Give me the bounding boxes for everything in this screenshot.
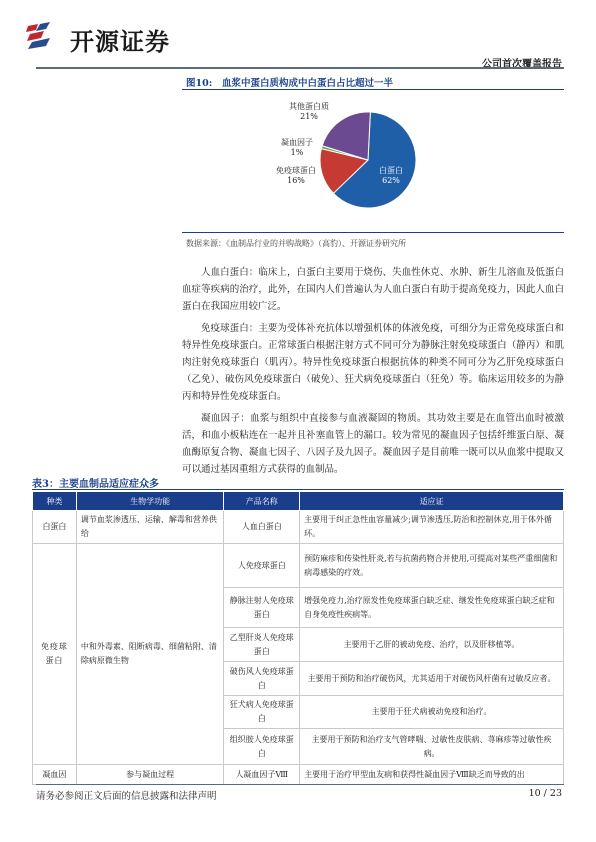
table-title-divider xyxy=(32,489,564,490)
header-divider xyxy=(36,67,564,69)
pie-label-other-name: 其他蛋白质 xyxy=(289,102,329,111)
cell-kind: 免疫球蛋白 xyxy=(33,544,77,765)
cell-product: 乙型肝炎人免疫球蛋白 xyxy=(224,628,300,662)
pie-label-coag xyxy=(276,138,318,158)
cell-product: 人凝血因子Ⅷ xyxy=(224,765,300,785)
header-function: 生物学功能 xyxy=(76,492,223,511)
cell-product: 静脉注射人免疫球蛋白 xyxy=(224,588,300,628)
header-kind: 种类 xyxy=(33,492,77,511)
pie-label-immuno-name: 免疫球蛋白 xyxy=(276,166,316,175)
page-number: 10 / 23 xyxy=(528,788,562,799)
header-product: 产品名称 xyxy=(224,492,300,511)
table-row xyxy=(33,544,564,588)
cell-indication: 主要用于纠正急性血容量减少;调节渗透压,防治和控制休克,用于体外循环。 xyxy=(300,511,564,544)
table-title: 表3：主要血制品适应症众多 xyxy=(32,479,159,490)
footer-divider xyxy=(36,784,564,785)
pie-label-albumin-name: 白蛋白 xyxy=(379,166,403,175)
brand-name: 开源证券 xyxy=(70,28,170,56)
pie-label-other xyxy=(284,102,334,122)
cell-indication: 增强免疫力,治疗原发性免疫球蛋白缺乏症、继发性免疫球蛋白缺乏症和自身免疫性疾病等。 xyxy=(300,588,564,628)
brand-logo-icon xyxy=(24,22,64,50)
figure-source: 数据来源：《血制品行业的并购战略》（高豹）、开源证券研究所 xyxy=(186,239,406,248)
cell-indication: 主要用于狂犬病被动免疫和治疗。 xyxy=(300,696,564,729)
table-row xyxy=(33,765,564,785)
cell-kind: 白蛋白 xyxy=(33,511,77,544)
figure-source-divider xyxy=(182,232,564,233)
header-indication: 适应证 xyxy=(300,492,564,511)
footer-disclaimer: 请务必参阅正文后面的信息披露和法律声明 xyxy=(36,791,217,802)
paragraph-immunoglobulin: 免疫球蛋白：主要为受体补充抗体以增强机体的体液免疫，可细分为正常免疫球蛋白和特异性免疫球蛋白。正常球蛋白根据注射方式不同可分为静脉注射免疫球蛋白（静丙）和肌肉注射免疫球蛋白（肌丙）。特异性免疫球蛋白根据抗体的种类不同可分为乙肝免疫球蛋白（乙免）、破伤风免疫球蛋白（破免）、狂犬病免疫球蛋白（狂免）等。临床运用较多的为静丙和特异性免疫球蛋白。 xyxy=(182,323,564,402)
paragraph-albumin: 人血白蛋白：临床上，白蛋白主要用于烧伤、失血性休克、水肿、新生儿溶血及低蛋白血症等疾病的治疗，此外，在国内人们普遍认为人血白蛋白有助于提高免疫力，因此人血白蛋白在我国应用较广泛。 xyxy=(182,267,564,312)
cell-indication: 主要用于乙肝的被动免疫、治疗，以及肝移植等。 xyxy=(300,628,564,662)
pie-label-other-value: 21% xyxy=(300,112,318,121)
pie-label-immuno xyxy=(270,166,322,186)
cell-kind: 凝血因 xyxy=(33,765,77,785)
cell-indication: 主要用于预防和治疗破伤风，尤其适用于对破伤风杆菌有过敏反应者。 xyxy=(300,662,564,696)
figure-title: 血浆中蛋白质构成中白蛋白占比超过一半 xyxy=(222,78,394,89)
table-row xyxy=(33,511,564,544)
table-header-row xyxy=(33,492,564,511)
cell-product: 破伤风人免疫球蛋白 xyxy=(224,662,300,696)
cell-product: 组织胺人免疫球蛋白 xyxy=(224,729,300,765)
cell-product: 狂犬病人免疫球蛋白 xyxy=(224,696,300,729)
cell-product: 人免疫球蛋白 xyxy=(224,544,300,588)
cell-indication: 主要用于治疗甲型血友病和获得性凝血因子Ⅷ缺乏而导致的出 xyxy=(300,765,564,785)
report-type: 公司首次覆盖报告 xyxy=(482,59,562,70)
cell-function: 调节血浆渗透压、运输、解毒和营养供给 xyxy=(76,511,223,544)
pie-chart xyxy=(250,96,430,226)
pie-label-coag-value: 1% xyxy=(290,148,304,157)
pie-label-albumin-value: 62% xyxy=(382,176,400,185)
pie-label-coag-name: 凝血因子 xyxy=(281,138,313,147)
paragraph-coagulation: 凝血因子：血浆与组织中直接参与血液凝固的物质。其功效主要是在血管出血时被激活，和血小板粘连在一起并且补塞血管上的漏口。较为常见的凝血因子包括纤维蛋白原、凝血酶原复合物、凝血七因子、八因子及九因子。凝血因子是目前唯一既可以从血浆中提取又可以通过基因重组方式获得的血制品。 xyxy=(182,413,564,475)
figure-label: 图10: xyxy=(186,78,213,89)
cell-product: 人血白蛋白 xyxy=(224,511,300,544)
blood-product-table xyxy=(32,491,564,785)
pie-label-albumin xyxy=(376,166,406,186)
cell-indication: 预防麻疹和传染性肝炎,若与抗菌药物合并使用,可提高对某些严重细菌和病毒感染的疗效。 xyxy=(300,544,564,588)
cell-function: 参与凝血过程 xyxy=(76,765,223,785)
cell-indication: 主要用于预防和治疗支气管哮喘、过敏性皮肤病、荨麻疹等过敏性疾病。 xyxy=(300,729,564,765)
pie-label-immuno-value: 16% xyxy=(287,176,305,185)
cell-function: 中和外毒素、阻断病毒、细菌粘附、清除病原微生物 xyxy=(76,544,223,765)
